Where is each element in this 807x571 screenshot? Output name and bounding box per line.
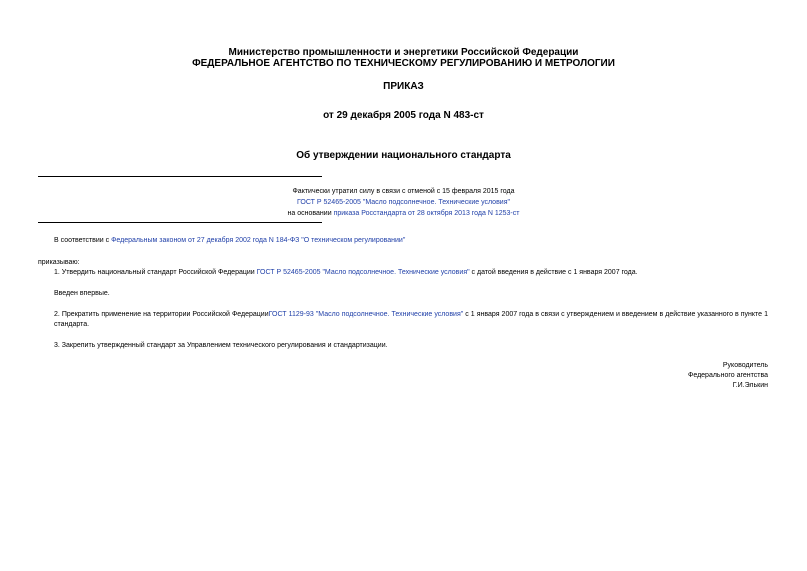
- ministry-heading: Министерство промышленности и энергетики Российской Федерации: [228, 47, 579, 58]
- document-subject: Об утверждении национального стандарта: [296, 150, 511, 161]
- status-note-line2: [0, 198, 807, 207]
- gost-52465-item-link[interactable]: ГОСТ Р 52465-2005 "Масло подсолнечное. Технические условия": [256, 269, 470, 276]
- signature-title: Руководитель: [722, 362, 768, 369]
- status-note-line1: Фактически утратил силу в связи с отменой с 15 февраля 2015 года: [292, 188, 515, 195]
- signature-name: Г.И.Элькин: [732, 382, 768, 389]
- status-note-prefix: на основании: [287, 210, 334, 217]
- order-item-2: [38, 310, 768, 330]
- status-note-line3: [0, 209, 807, 218]
- separator-top: [38, 176, 322, 177]
- rosstandart-order-link[interactable]: приказа Росстандарта от 28 октября 2013 года N 1253-ст: [333, 210, 520, 217]
- item1-text: 1. Утвердить национальный стандарт Российской Федерации: [54, 269, 257, 276]
- item1-suffix: с датой введения в действие с 1 января 2007 года.: [469, 269, 638, 276]
- signature-agency: Федерального агентства: [688, 372, 768, 379]
- item2-suffix: с 1 января 2007 года в связи с утверждением и введением в действие указанного в пункте 1 стандарта.: [54, 311, 768, 328]
- first-time-note: Введен впервые.: [54, 290, 110, 297]
- item2-text: 2. Прекратить применение на территории Российской Федерации: [54, 311, 269, 318]
- document-type: ПРИКАЗ: [383, 81, 424, 92]
- preamble-text: В соответствии с: [54, 237, 112, 244]
- gost-52465-link[interactable]: ГОСТ Р 52465-2005 "Масло подсолнечное. Технические условия": [297, 199, 510, 206]
- agency-heading: ФЕДЕРАЛЬНОЕ АГЕНТСТВО ПО ТЕХНИЧЕСКОМУ РЕГУЛИРОВАНИЮ И МЕТРОЛОГИИ: [192, 58, 615, 69]
- document-date-number: от 29 декабря 2005 года N 483-ст: [323, 110, 484, 121]
- order-item-1: [38, 268, 784, 278]
- separator-bottom: [38, 222, 322, 223]
- preamble: [38, 236, 784, 246]
- gost-1129-link[interactable]: ГОСТ 1129-93 "Масло подсолнечное. Технические условия": [268, 311, 464, 318]
- order-item-3: 3. Закрепить утвержденный стандарт за Управлением технического регулирования и стандартизации.: [54, 342, 388, 349]
- order-word: приказываю:: [38, 259, 80, 266]
- federal-law-link[interactable]: Федеральным законом от 27 декабря 2002 года N 184-ФЗ "О техническом регулировании": [111, 237, 406, 244]
